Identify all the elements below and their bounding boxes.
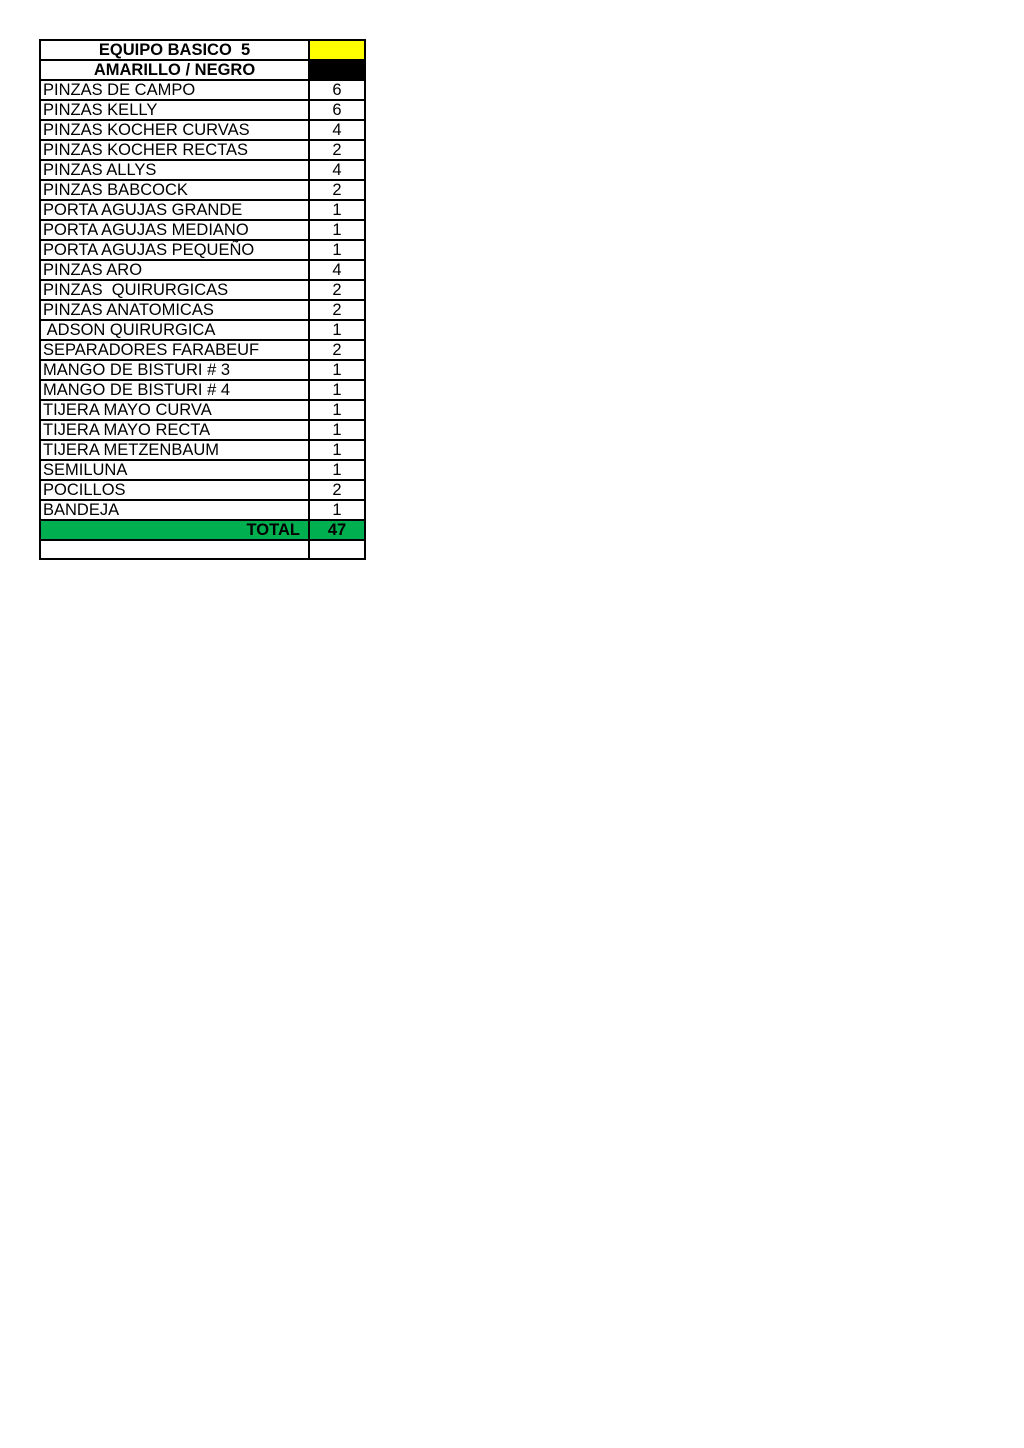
table-row	[40, 220, 365, 240]
item-quantity: 2	[309, 340, 365, 360]
item-quantity: 1	[309, 460, 365, 480]
table-row	[40, 100, 365, 120]
item-name: PINZAS ALLYS	[40, 160, 309, 180]
equipment-table	[39, 39, 366, 560]
item-quantity: 1	[309, 420, 365, 440]
table-row	[40, 240, 365, 260]
item-name: ADSON QUIRURGICA	[40, 320, 309, 340]
item-quantity: 1	[309, 500, 365, 520]
item-quantity: 2	[309, 180, 365, 200]
table-row	[40, 160, 365, 180]
empty-cell	[40, 540, 309, 559]
item-name: PINZAS KELLY	[40, 100, 309, 120]
table-row	[40, 380, 365, 400]
item-name: TIJERA METZENBAUM	[40, 440, 309, 460]
item-name: SEPARADORES FARABEUF	[40, 340, 309, 360]
item-name: TIJERA MAYO CURVA	[40, 400, 309, 420]
table-row	[40, 340, 365, 360]
item-quantity: 4	[309, 160, 365, 180]
item-name: PORTA AGUJAS GRANDE	[40, 200, 309, 220]
table-row	[40, 200, 365, 220]
table-row	[40, 260, 365, 280]
item-quantity: 6	[309, 80, 365, 100]
table-row	[40, 320, 365, 340]
table-row	[40, 120, 365, 140]
color-swatch-yellow	[309, 40, 365, 60]
total-row	[40, 520, 365, 540]
item-name: PORTA AGUJAS PEQUEÑO	[40, 240, 309, 260]
table-row	[40, 280, 365, 300]
item-name: PINZAS QUIRURGICAS	[40, 280, 309, 300]
empty-cell	[309, 540, 365, 559]
item-quantity: 1	[309, 200, 365, 220]
table-row	[40, 180, 365, 200]
table-row	[40, 400, 365, 420]
item-name: BANDEJA	[40, 500, 309, 520]
item-name: MANGO DE BISTURI # 4	[40, 380, 309, 400]
item-name: MANGO DE BISTURI # 3	[40, 360, 309, 380]
total-value: 47	[309, 520, 365, 540]
item-name: PINZAS KOCHER CURVAS	[40, 120, 309, 140]
item-quantity: 2	[309, 480, 365, 500]
item-quantity: 2	[309, 280, 365, 300]
table-row	[40, 360, 365, 380]
table-row	[40, 420, 365, 440]
table-row	[40, 140, 365, 160]
item-name: PINZAS KOCHER RECTAS	[40, 140, 309, 160]
table-row	[40, 480, 365, 500]
table-subtitle: AMARILLO / NEGRO	[40, 60, 309, 80]
item-name: TIJERA MAYO RECTA	[40, 420, 309, 440]
item-name: POCILLOS	[40, 480, 309, 500]
item-quantity: 6	[309, 100, 365, 120]
header-subtitle-row	[40, 60, 365, 80]
item-quantity: 2	[309, 140, 365, 160]
item-quantity: 1	[309, 320, 365, 340]
item-name: PORTA AGUJAS MEDIANO	[40, 220, 309, 240]
item-name: PINZAS ANATOMICAS	[40, 300, 309, 320]
table-row	[40, 80, 365, 100]
table-row	[40, 500, 365, 520]
color-swatch-black	[309, 60, 365, 80]
total-label: TOTAL	[40, 520, 309, 540]
item-quantity: 1	[309, 440, 365, 460]
item-quantity: 1	[309, 360, 365, 380]
item-quantity: 1	[309, 220, 365, 240]
table-row	[40, 300, 365, 320]
header-title-row	[40, 40, 365, 60]
item-quantity: 1	[309, 240, 365, 260]
item-name: SEMILUNA	[40, 460, 309, 480]
item-name: PINZAS BABCOCK	[40, 180, 309, 200]
item-name: PINZAS DE CAMPO	[40, 80, 309, 100]
empty-row	[40, 540, 365, 559]
table-row	[40, 460, 365, 480]
item-name: PINZAS ARO	[40, 260, 309, 280]
item-quantity: 1	[309, 380, 365, 400]
item-quantity: 2	[309, 300, 365, 320]
item-quantity: 1	[309, 400, 365, 420]
table-row	[40, 440, 365, 460]
table-title: EQUIPO BASICO 5	[40, 40, 309, 60]
item-quantity: 4	[309, 260, 365, 280]
item-quantity: 4	[309, 120, 365, 140]
